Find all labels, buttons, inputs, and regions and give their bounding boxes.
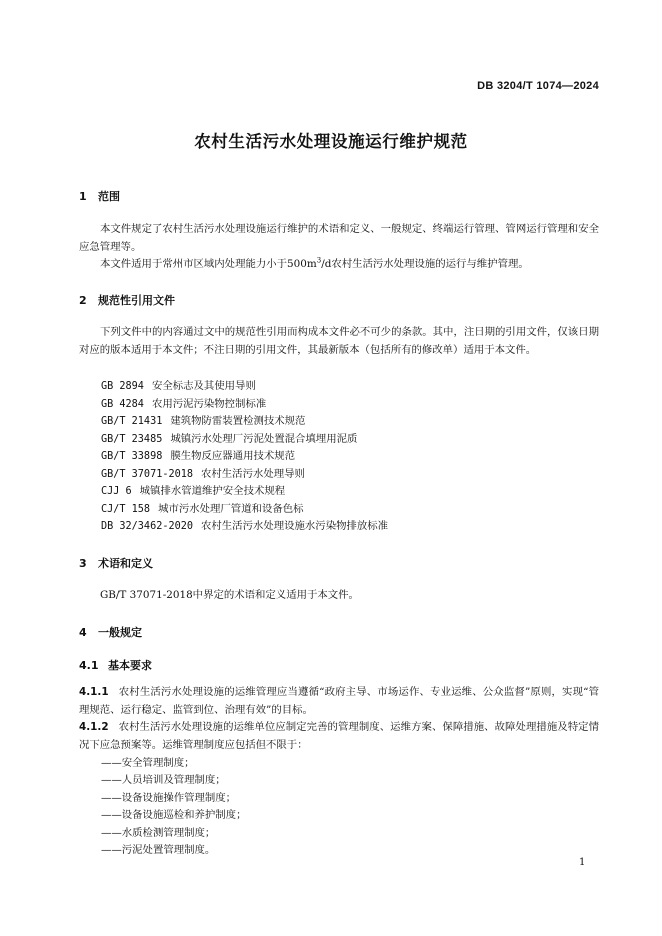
reference-item [101, 395, 266, 410]
superscript-3: 3 [316, 256, 322, 265]
clause-4-1-1 [79, 684, 599, 719]
reference-code: GB 4284 [101, 399, 144, 410]
reference-title: 膜生物反应器通用技术规范 [170, 450, 296, 462]
scope-paragraph-1: 本文件规定了农村生活污水处理设施运行维护的术语和定义、一般规定、终端运行管理、管网运行管理和安全应急管理等。 [79, 223, 599, 253]
scope-paragraph-2 [79, 256, 599, 274]
list-item: ——水质检测管理制度； [101, 827, 216, 839]
reference-item [101, 500, 304, 515]
clause-text: 农村生活污水处理设施的运维管理应当遵循“政府主导、市场运作、专业运维、公众监督”原则，实现“管理规范、运行稳定、监管到位、治理有效”的目标。 [79, 686, 599, 716]
reference-code: GB/T 33898 [101, 451, 163, 462]
clause-number: 4.1.1 [79, 686, 109, 698]
scope-text-b: /d农村生活污水处理设施的运行与维护管理。 [321, 258, 529, 270]
reference-title: 农村生活污水处理导则 [201, 468, 305, 480]
reference-item [101, 482, 285, 497]
list-item: ——设备设施巡检和养护制度； [101, 809, 247, 821]
document-title: 农村生活污水处理设施运行维护规范 [194, 132, 468, 151]
normative-intro: 下列文件中的内容通过文中的规范性引用而构成本文件必不可少的条款。其中，注日期的引用文件，仅该日期对应的版本适用于本文件；不注日期的引用文件，其最新版本（包括所有的修改单）适用于本文件。 [79, 326, 599, 356]
reference-title: 城市污水处理厂管道和设备色标 [158, 503, 304, 515]
section-2-heading [79, 292, 175, 308]
reference-code: GB/T 21431 [101, 416, 163, 427]
reference-code: CJ/T 158 [101, 504, 151, 515]
reference-title: 农村生活污水处理设施水污染物排放标准 [201, 520, 389, 532]
section-title: 规范性引用文件 [98, 294, 175, 307]
list-item: ——设备设施操作管理制度； [101, 792, 237, 804]
section-number: 2 [79, 294, 87, 307]
subsection-number: 4.1 [79, 659, 99, 672]
section-4-heading [79, 624, 142, 640]
scope-text-a: 本文件适用于常州市区域内处理能力小于500m [100, 258, 317, 270]
clause-text: 农村生活污水处理设施的运维单位应制定完善的管理制度、运维方案、保障措施、故障处理措施及特定情况下应急预案等。运维管理制度应包括但不限于： [79, 721, 599, 751]
reference-code: CJJ 6 [101, 486, 132, 497]
section-number: 1 [79, 190, 87, 203]
clause-4-1-2 [79, 719, 599, 754]
page-number: 1 [579, 857, 586, 868]
reference-item [101, 377, 256, 392]
section-title: 范围 [98, 190, 120, 203]
section-number: 4 [79, 626, 87, 639]
reference-item [101, 465, 305, 480]
list-item: ——安全管理制度； [101, 757, 195, 769]
reference-title: 城镇排水管道维护安全技术规程 [139, 485, 286, 497]
section-number: 3 [79, 557, 87, 570]
reference-item [101, 430, 357, 445]
list-item: ——污泥处置管理制度。 [101, 844, 216, 856]
reference-title: 建筑物防雷装置检测技术规范 [170, 415, 306, 427]
list-item: ——人员培训及管理制度； [101, 774, 226, 786]
section-3-heading [79, 555, 153, 571]
reference-code: GB 2894 [101, 381, 144, 392]
reference-code: DB 32/3462-2020 [101, 521, 194, 532]
reference-item [101, 447, 295, 462]
reference-code: GB/T 23485 [101, 434, 163, 445]
reference-item [101, 517, 388, 532]
reference-title: 农用污泥污染物控制标准 [151, 398, 267, 410]
clause-number: 4.1.2 [79, 721, 109, 733]
reference-title: 安全标志及其使用导则 [151, 380, 256, 392]
subsection-title: 基本要求 [108, 659, 152, 672]
reference-title: 城镇污水处理厂污泥处置混合填埋用泥质 [170, 433, 358, 445]
standard-code: DB 3204/T 1074—2024 [477, 80, 599, 92]
section-1-heading [79, 188, 120, 204]
subsection-4-1-heading [79, 657, 152, 673]
terms-paragraph: GB/T 37071-2018中界定的术语和定义适用于本文件。 [100, 589, 359, 601]
section-title: 术语和定义 [98, 557, 153, 570]
section-title: 一般规定 [98, 626, 142, 639]
reference-code: GB/T 37071-2018 [101, 469, 194, 480]
reference-item [101, 412, 305, 427]
